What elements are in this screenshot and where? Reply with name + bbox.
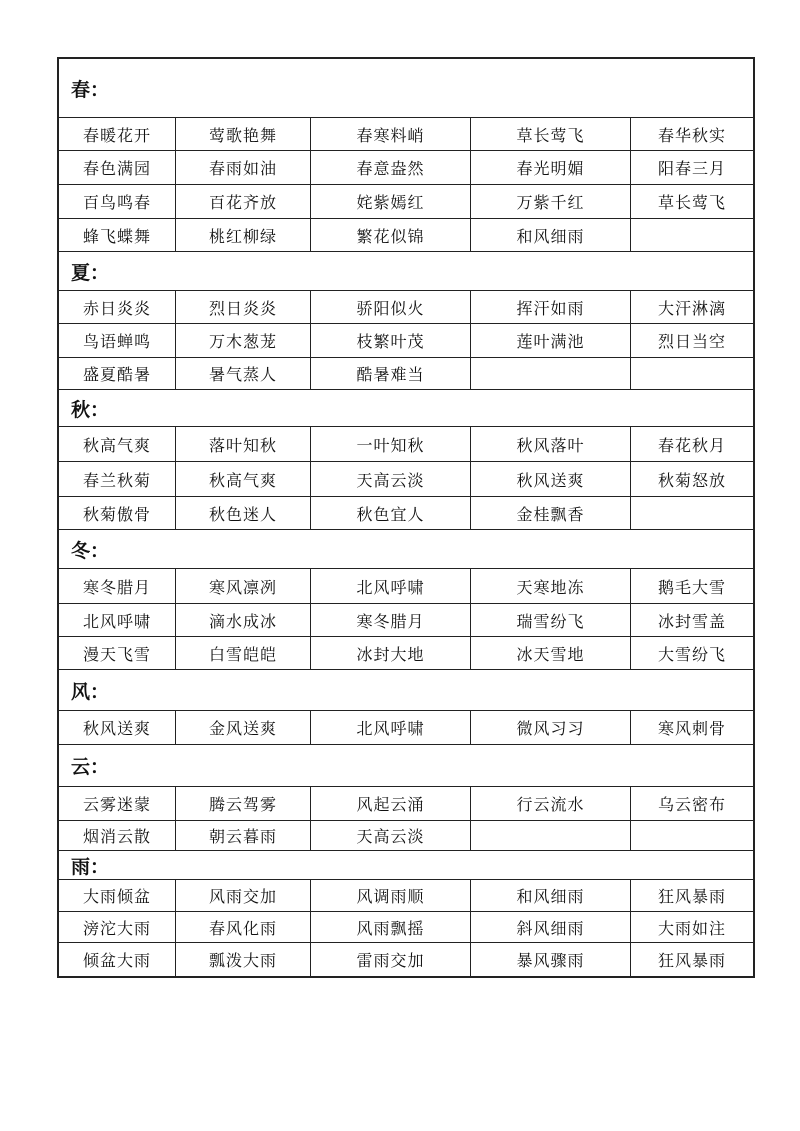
idiom-cell: 桃红柳绿	[176, 219, 311, 251]
section-heading: 雨：	[59, 851, 753, 880]
idiom-cell: 朝云暮雨	[176, 821, 311, 850]
table-row	[59, 118, 753, 151]
idiom-cell: 酷暑难当	[311, 358, 471, 389]
idiom-cell: 烟消云散	[59, 821, 176, 850]
idiom-cell: 微风习习	[471, 711, 631, 744]
idiom-cell: 斜风细雨	[471, 912, 631, 942]
idiom-cell: 白雪皑皑	[176, 637, 311, 669]
idiom-cell: 草长莺飞	[657, 193, 726, 212]
idiom-cell: 冰封雪盖	[657, 611, 726, 631]
table-row	[59, 219, 753, 252]
empty-cell	[631, 358, 753, 389]
idiom-cell: 行云流水	[471, 787, 631, 820]
idiom-cell: 大雨倾盆	[59, 880, 176, 911]
idiom-cell: 风调雨顺	[311, 880, 471, 911]
idiom-cell: 腾云驾雾	[176, 787, 311, 820]
section-heading: 秋：	[59, 390, 753, 427]
table-row	[59, 604, 753, 637]
table-row	[59, 943, 753, 976]
idiom-cell: 雷雨交加	[311, 943, 471, 976]
table-row	[59, 427, 753, 462]
idiom-cell: 秋高气爽	[176, 462, 311, 496]
idiom-cell: 万紫千红	[471, 185, 631, 218]
idiom-cell: 挥汗如雨	[471, 291, 631, 323]
idiom-cell: 大汗淋漓	[657, 298, 726, 318]
idiom-cell: 鹅毛大雪	[657, 577, 726, 597]
idiom-cell: 和风细雨	[471, 880, 631, 911]
idiom-cell: 冰封大地	[311, 637, 471, 669]
table-row	[59, 291, 753, 324]
section-heading: 春：	[59, 59, 753, 118]
table-row	[59, 151, 753, 185]
idiom-cell: 春兰秋菊	[59, 462, 176, 496]
table-row	[59, 497, 753, 530]
idiom-cell: 秋高气爽	[59, 427, 176, 461]
table-row	[59, 880, 753, 912]
idiom-cell: 北风呼啸	[311, 569, 471, 603]
section-heading: 冬：	[59, 530, 753, 569]
idiom-cell: 大雨如注	[657, 918, 726, 938]
section-heading: 风：	[59, 670, 753, 711]
table-row	[59, 569, 753, 604]
idiom-cell: 倾盆大雨	[59, 943, 176, 976]
idiom-cell: 寒风凛冽	[176, 569, 311, 603]
idiom-cell: 阳春三月	[657, 159, 726, 178]
idiom-cell: 姹紫嫣红	[311, 185, 471, 218]
idiom-cell: 秋菊傲骨	[59, 497, 176, 529]
idiom-cell: 烈日炎炎	[176, 291, 311, 323]
empty-cell	[631, 497, 753, 529]
idiom-cell: 百鸟鸣春	[59, 185, 176, 218]
table-row	[59, 358, 753, 390]
idiom-cell: 狂风暴雨	[657, 887, 726, 906]
idiom-cell: 天高云淡	[311, 462, 471, 496]
idiom-cell: 秋风送爽	[471, 462, 631, 496]
section-heading: 夏：	[59, 252, 753, 291]
table-row	[59, 711, 753, 745]
idiom-cell: 天高云淡	[311, 821, 471, 850]
idiom-cell: 寒冬腊月	[59, 569, 176, 603]
idiom-cell: 春花秋月	[657, 435, 726, 455]
empty-cell	[631, 219, 753, 251]
idiom-cell: 秋色宜人	[311, 497, 471, 529]
idiom-cell: 春风化雨	[176, 912, 311, 942]
empty-cell	[631, 821, 753, 850]
idiom-cell: 一叶知秋	[311, 427, 471, 461]
table-row	[59, 912, 753, 943]
idiom-cell: 春色满园	[59, 151, 176, 184]
idiom-cell: 狂风暴雨	[657, 951, 726, 970]
idiom-cell: 和风细雨	[471, 219, 631, 251]
table-row	[59, 324, 753, 358]
idiom-cell: 暴风骤雨	[471, 943, 631, 976]
idiom-cell: 风雨交加	[176, 880, 311, 911]
idiom-cell: 滂沱大雨	[59, 912, 176, 942]
idiom-cell: 枝繁叶茂	[311, 324, 471, 357]
idiom-cell: 春寒料峭	[311, 118, 471, 150]
empty-cell	[471, 821, 631, 850]
idiom-cell: 漫天飞雪	[59, 637, 176, 669]
idiom-cell: 春暖花开	[59, 118, 176, 150]
idiom-cell: 盛夏酷暑	[59, 358, 176, 389]
idiom-cell: 乌云密布	[657, 795, 726, 814]
idiom-cell: 百花齐放	[176, 185, 311, 218]
table-row	[59, 821, 753, 851]
idiom-table	[57, 57, 755, 978]
idiom-cell: 北风呼啸	[311, 711, 471, 744]
table-row	[59, 185, 753, 219]
table-row	[59, 462, 753, 497]
idiom-cell: 鸟语蝉鸣	[59, 324, 176, 357]
idiom-cell: 莲叶满池	[471, 324, 631, 357]
idiom-cell: 风雨飘摇	[311, 912, 471, 942]
idiom-cell: 天寒地冻	[471, 569, 631, 603]
idiom-cell: 蜂飞蝶舞	[59, 219, 176, 251]
idiom-cell: 莺歌艳舞	[176, 118, 311, 150]
table-row	[59, 637, 753, 670]
idiom-cell: 寒风刺骨	[657, 719, 726, 738]
idiom-cell: 瓢泼大雨	[176, 943, 311, 976]
section-heading: 云：	[59, 745, 753, 787]
idiom-cell: 骄阳似火	[311, 291, 471, 323]
idiom-cell: 金桂飘香	[471, 497, 631, 529]
idiom-cell: 春华秋实	[657, 125, 726, 145]
idiom-cell: 寒冬腊月	[311, 604, 471, 636]
idiom-cell: 烈日当空	[657, 332, 726, 351]
idiom-cell: 春光明媚	[471, 151, 631, 184]
idiom-cell: 赤日炎炎	[59, 291, 176, 323]
idiom-cell: 瑞雪纷飞	[471, 604, 631, 636]
empty-cell	[471, 358, 631, 389]
table-row	[59, 787, 753, 821]
idiom-cell: 云雾迷蒙	[59, 787, 176, 820]
idiom-cell: 草长莺飞	[471, 118, 631, 150]
idiom-cell: 秋色迷人	[176, 497, 311, 529]
idiom-cell: 万木葱茏	[176, 324, 311, 357]
idiom-cell: 北风呼啸	[59, 604, 176, 636]
idiom-cell: 滴水成冰	[176, 604, 311, 636]
idiom-cell: 繁花似锦	[311, 219, 471, 251]
idiom-cell: 秋风落叶	[471, 427, 631, 461]
idiom-cell: 金风送爽	[176, 711, 311, 744]
idiom-cell: 冰天雪地	[471, 637, 631, 669]
idiom-cell: 风起云涌	[311, 787, 471, 820]
idiom-cell: 春意盎然	[311, 151, 471, 184]
idiom-cell: 落叶知秋	[176, 427, 311, 461]
idiom-cell: 暑气蒸人	[176, 358, 311, 389]
idiom-cell: 秋风送爽	[59, 711, 176, 744]
idiom-cell: 秋菊怒放	[657, 470, 726, 490]
idiom-cell: 大雪纷飞	[657, 644, 726, 664]
idiom-cell: 春雨如油	[176, 151, 311, 184]
